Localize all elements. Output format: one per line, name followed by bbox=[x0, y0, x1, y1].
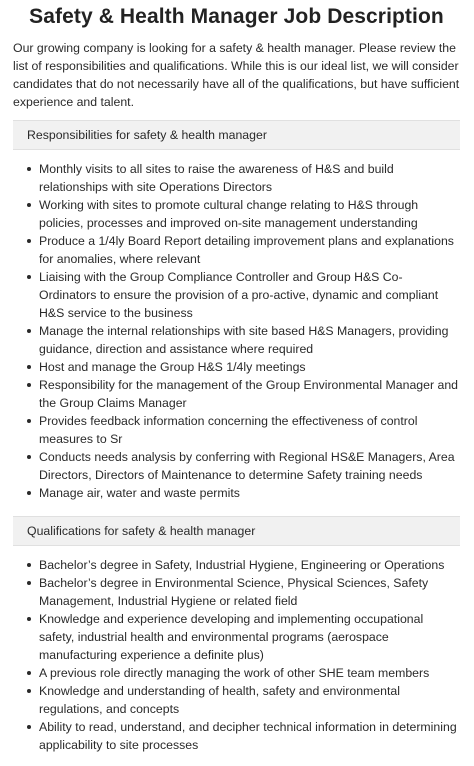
list-item: Knowledge and experience developing and implementing occupational safety, industrial health and environmental programs (aerospace manufacturing experience a definite plus) bbox=[39, 610, 460, 664]
list-item: Monthly visits to all sites to raise the awareness of H&S and build relationships with site Operations Directors bbox=[39, 160, 460, 196]
list-item: Bachelor’s degree in Safety, Industrial Hygiene, Engineering or Operations bbox=[39, 556, 460, 574]
list-item: Bachelor’s degree in Environmental Science, Physical Sciences, Safety Management, Industrial Hygiene or related field bbox=[39, 574, 460, 610]
list-item: Manage the internal relationships with site based H&S Managers, providing guidance, direction and assistance where required bbox=[39, 322, 460, 358]
list-item: Liaising with the Group Compliance Controller and Group H&S Co-Ordinators to ensure the provision of a pro-active, dynamic and compliant H&S service to the business bbox=[39, 268, 460, 322]
responsibilities-list bbox=[13, 160, 460, 502]
page-title: Safety & Health Manager Job Description bbox=[29, 5, 444, 28]
list-item: Working with sites to promote cultural change relating to H&S through policies, processes and improved on-site management understanding bbox=[39, 196, 460, 232]
list-item: A previous role directly managing the work of other SHE team members bbox=[39, 664, 460, 682]
list-item: Knowledge and understanding of health, safety and environmental regulations, and concepts bbox=[39, 682, 460, 718]
qualifications-list bbox=[13, 556, 460, 754]
list-item: Ability to read, understand, and decipher technical information in determining applicability to site processes bbox=[39, 718, 460, 754]
qualifications-header: Qualifications for safety & health manager bbox=[13, 516, 460, 546]
intro-paragraph: Our growing company is looking for a safety & health manager. Please review the list of responsibilities and qualifications. While this is our ideal list, we will consider candidates that do not necessarily have all of the qualifications, but have sufficient experience and talent. bbox=[13, 41, 460, 109]
list-item: Produce a 1/4ly Board Report detailing improvement plans and explanations for anomalies, where relevant bbox=[39, 232, 460, 268]
list-item: Responsibility for the management of the Group Environmental Manager and the Group Claims Manager bbox=[39, 378, 459, 410]
list-item: Host and manage the Group H&S 1/4ly meetings bbox=[39, 358, 460, 376]
list-item: Manage air, water and waste permits bbox=[39, 484, 460, 502]
list-item: Provides feedback information concerning the effectiveness of control measures to Sr bbox=[39, 412, 460, 448]
responsibilities-header: Responsibilities for safety & health manager bbox=[13, 120, 460, 150]
list-item: Conducts needs analysis by conferring with Regional HS&E Managers, Area Directors, Directors of Maintenance to determine Safety training needs bbox=[39, 448, 460, 484]
